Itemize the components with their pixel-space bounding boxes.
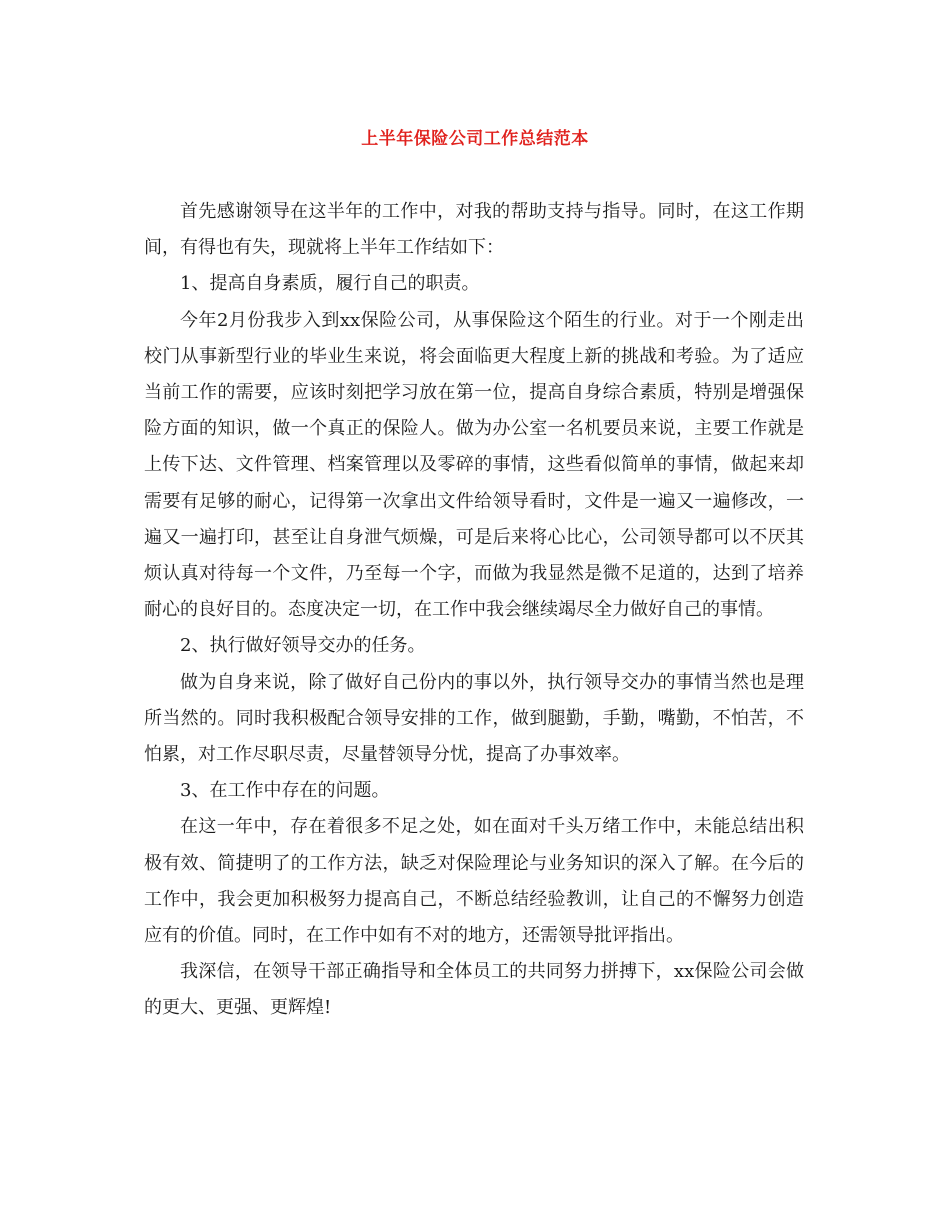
section-heading-1: 1、提高自身素质，履行自己的职责。 <box>180 273 480 295</box>
paragraph-intro: 首先感谢领导在这半年的工作中，对我的帮助支持与指导。同时，在这工作期间，有得也有失，现就将上半年工作结如下： <box>144 201 804 259</box>
document-body <box>144 194 804 1027</box>
document-title: 上半年保险公司工作总结范本 <box>361 129 589 149</box>
paragraph-section-3: 在这一年中，存在着很多不足之处，如在面对千头万绪工作中，未能总结出积极有效、简捷明了的工作方法，缺乏对保险理论与业务知识的深入了解。在今后的工作中，我会更加积极努力提高自己，不断总结经验教训，让自己的不懈努力创造应有的价值。同时，在工作中如有不对的地方，还需领导批评指出。 <box>144 816 804 947</box>
paragraph-section-2: 做为自身来说，除了做好自己份内的事以外，执行领导交办的事情当然也是理所当然的。同时我积极配合领导安排的工作，做到腿勤，手勤，嘴勤，不怕苦，不怕累，对工作尽职尽责，尽量替领导分忧，提高了办事效率。 <box>144 671 804 766</box>
paragraph-section-1: 今年2月份我步入到xx保险公司，从事保险这个陌生的行业。对于一个刚走出校门从事新型行业的毕业生来说，将会面临更大程度上新的挑战和考验。为了适应当前工作的需要，应该时刻把学习放在第一位，提高自身综合素质，特别是增强保险方面的知识，做一个真正的保险人。做为办公室一名机要员来说，主要工作就是上传下达、文件管理、档案管理以及零碎的事情，这些看似简单的事情，做起来却需要有足够的耐心，记得第一次拿出文件给领导看时，文件是一遍又一遍修改，一遍又一遍打印，甚至让自身泄气烦燥，可是后来将心比心，公司领导都可以不厌其烦认真对待每一个文件，乃至每一个字，而做为我显然是微不足道的，达到了培养耐心的良好目的。态度决定一切，在工作中我会继续竭尽全力做好自己的事情。 <box>144 309 804 621</box>
section-heading-3: 3、在工作中存在的问题。 <box>180 780 390 802</box>
section-heading-2: 2、执行做好领导交办的任务。 <box>180 635 426 657</box>
paragraph-closing: 我深信，在领导干部正确指导和全体员工的共同努力拼搏下，xx保险公司会做的更大、更强、更辉煌! <box>144 961 804 1019</box>
